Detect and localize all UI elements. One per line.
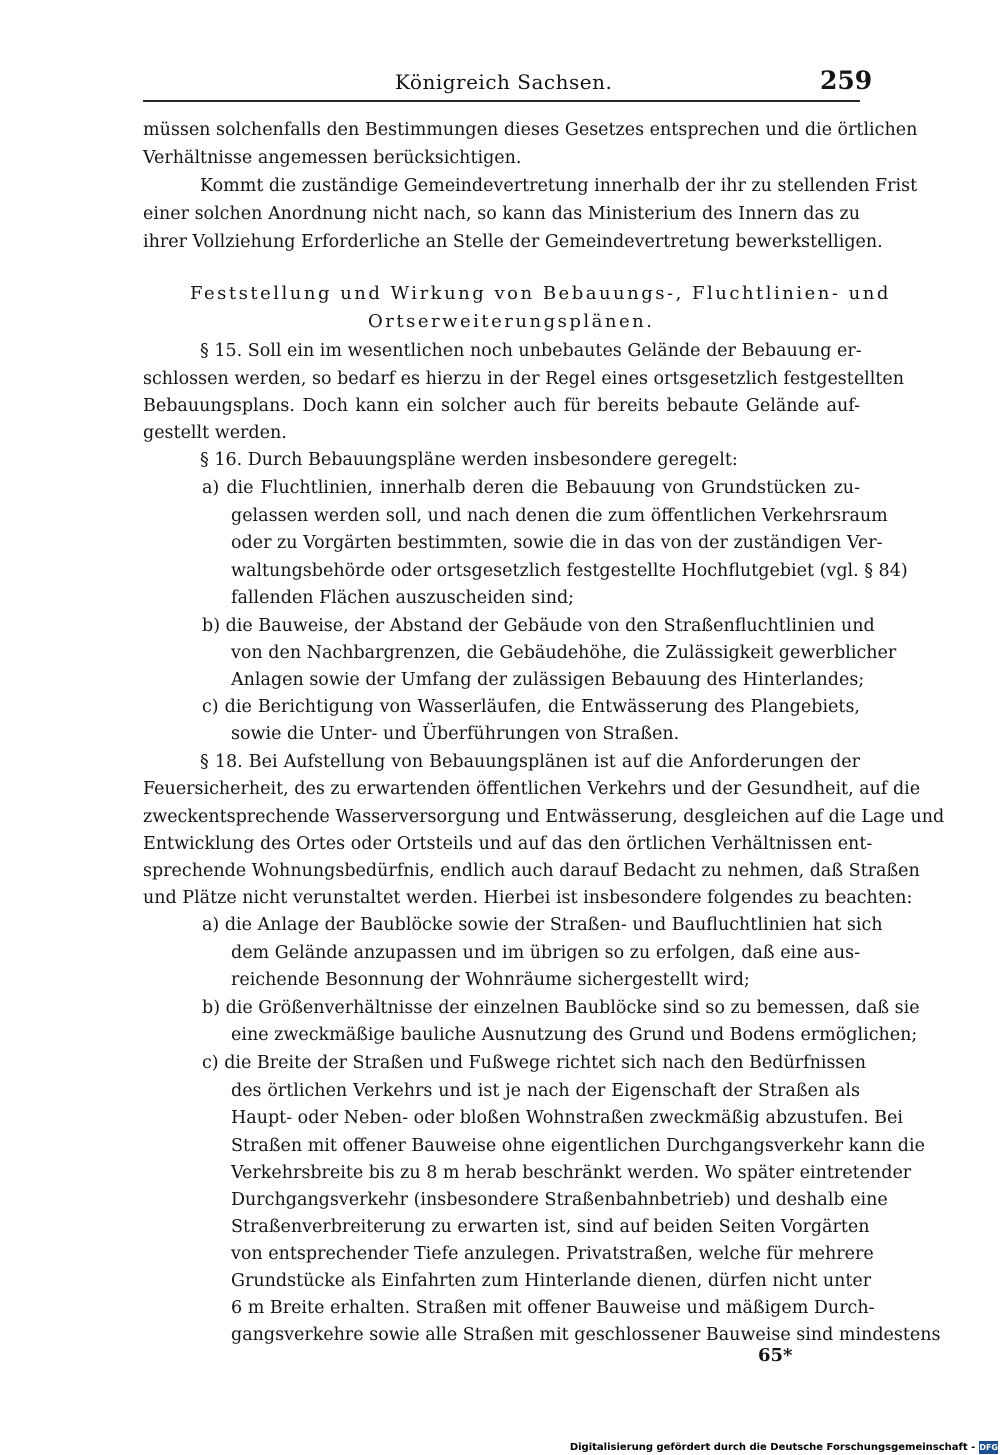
text-line: des örtlichen Verkehrs und ist je nach der Eigenschaft der Straßen als <box>231 1081 860 1101</box>
section-heading: Feststellung und Wirkung von Bebauungs-, Fluchtlinien- und <box>190 283 891 304</box>
text-line: Bebauungsplans. Doch kann ein solcher auch für bereits bebaute Gelände auf- <box>143 396 860 416</box>
text-line: Verkehrsbreite bis zu 8 m herab beschränkt werden. Wo später eintretender <box>231 1163 912 1183</box>
text-line: sowie die Unter- und Überführungen von Straßen. <box>231 724 680 744</box>
text-line: Durchgangsverkehr (insbesondere Straßenbahnbetrieb) und deshalb eine <box>231 1190 888 1210</box>
list-item-b: b) die Bauweise, der Abstand der Gebäude von den Straßenfluchtlinien und <box>202 616 875 636</box>
text-line: müssen solchenfalls den Bestimmungen dieses Gesetzes entsprechen und die örtlichen <box>143 120 918 140</box>
text-line: ihrer Vollziehung Erforderliche an Stelle der Gemeindevertretung bewerkstelligen. <box>143 232 883 252</box>
signature-mark: 65* <box>758 1345 793 1366</box>
text-line: schlossen werden, so bedarf es hierzu in der Regel eines ortsgesetzlich festgestellten <box>143 369 905 389</box>
text-line: eine zweckmäßige bauliche Ausnutzung des Grund und Bodens ermöglichen; <box>231 1025 918 1045</box>
running-header: Königreich Sachsen. <box>395 70 613 94</box>
header-rule <box>143 100 860 102</box>
paragraph-18: § 18. Bei Aufstellung von Bebauungsplänen ist auf die Anforderungen der <box>200 752 860 772</box>
text-line: gelassen werden soll, und nach denen die zum öffentlichen Verkehrsraum <box>231 506 888 526</box>
text-line: Kommt die zuständige Gemeindevertretung innerhalb der ihr zu stellenden Frist <box>200 176 918 196</box>
text-line: gangsverkehre sowie alle Straßen mit geschlossener Bauweise sind mindestens <box>231 1325 941 1345</box>
text-line: einer solchen Anordnung nicht nach, so kann das Ministerium des Innern das zu <box>143 204 860 224</box>
digitization-footer <box>569 1440 1000 1455</box>
text-line: zweckentsprechende Wasserversorgung und Entwässerung, desgleichen auf die Lage und <box>143 807 945 827</box>
list-item-c: c) die Breite der Straßen und Fußwege richtet sich nach den Bedürfnissen <box>202 1053 867 1073</box>
text-line: Anlagen sowie der Umfang der zulässigen Bebauung des Hinterlandes; <box>231 670 865 690</box>
list-item-b: b) die Größenverhältnisse der einzelnen Baublöcke sind so zu bemessen, daß sie <box>202 998 920 1018</box>
paragraph-15: § 15. Soll ein im wesentlichen noch unbebautes Gelände der Bebauung er- <box>200 341 862 361</box>
text-line: waltungsbehörde oder ortsgesetzlich festgestellte Hochflutgebiet (vgl. § 84) <box>231 561 908 581</box>
list-item-c: c) die Berichtigung von Wasserläufen, die Entwässerung des Plangebiets, <box>202 697 860 717</box>
text-line: 6 m Breite erhalten. Straßen mit offener Bauweise und mäßigem Durch- <box>231 1298 875 1318</box>
list-item-a: a) die Fluchtlinien, innerhalb deren die Bebauung von Grundstücken zu- <box>202 478 860 498</box>
page-number: 259 <box>820 66 873 95</box>
text-line: von den Nachbargrenzen, die Gebäudehöhe, die Zulässigkeit gewerblicher <box>231 643 897 663</box>
dfg-logo-icon: DFG <box>979 1443 998 1452</box>
text-line: gestellt werden. <box>143 423 287 443</box>
paragraph-16: § 16. Durch Bebauungspläne werden insbesondere geregelt: <box>200 450 738 470</box>
list-item-a: a) die Anlage der Baublöcke sowie der Straßen- und Baufluchtlinien hat sich <box>202 915 883 935</box>
text-line: Straßenverbreiterung zu erwarten ist, sind auf beiden Seiten Vorgärten <box>231 1217 870 1237</box>
text-line: oder zu Vorgärten bestimmten, sowie die in das von der zuständigen Ver- <box>231 533 883 553</box>
footer-text: Digitalisierung gefördert durch die Deutsche Forschungsgemeinschaft - <box>569 1442 976 1453</box>
text-line: Haupt- oder Neben- oder bloßen Wohnstraßen zweckmäßig abzustufen. Bei <box>231 1108 903 1128</box>
section-heading: Ortserweiterungsplänen. <box>368 311 655 332</box>
text-line: Verhältnisse angemessen berücksichtigen. <box>143 148 522 168</box>
text-line: Grundstücke als Einfahrten zum Hinterlande dienen, dürfen nicht unter <box>231 1271 872 1291</box>
text-line: Feuersicherheit, des zu erwartenden öffentlichen Verkehrs und der Gesundheit, auf die <box>143 779 921 799</box>
text-line: dem Gelände anzupassen und im übrigen so zu erfolgen, daß eine aus- <box>231 943 860 963</box>
text-line: von entsprechender Tiefe anzulegen. Privatstraßen, welche für mehrere <box>231 1244 874 1264</box>
text-line: Straßen mit offener Bauweise ohne eigentlichen Durchgangsverkehr kann die <box>231 1136 925 1156</box>
text-line: fallenden Flächen auszuscheiden sind; <box>231 588 575 608</box>
text-line: Entwicklung des Ortes oder Ortsteils und auf das den örtlichen Verhältnissen ent- <box>143 834 873 854</box>
text-line: reichende Besonnung der Wohnräume sichergestellt wird; <box>231 970 750 990</box>
text-line: sprechende Wohnungsbedürfnis, endlich auch darauf Bedacht zu nehmen, daß Straßen <box>143 861 920 881</box>
text-line: und Plätze nicht verunstaltet werden. Hierbei ist insbesondere folgendes zu beachten: <box>143 888 913 908</box>
